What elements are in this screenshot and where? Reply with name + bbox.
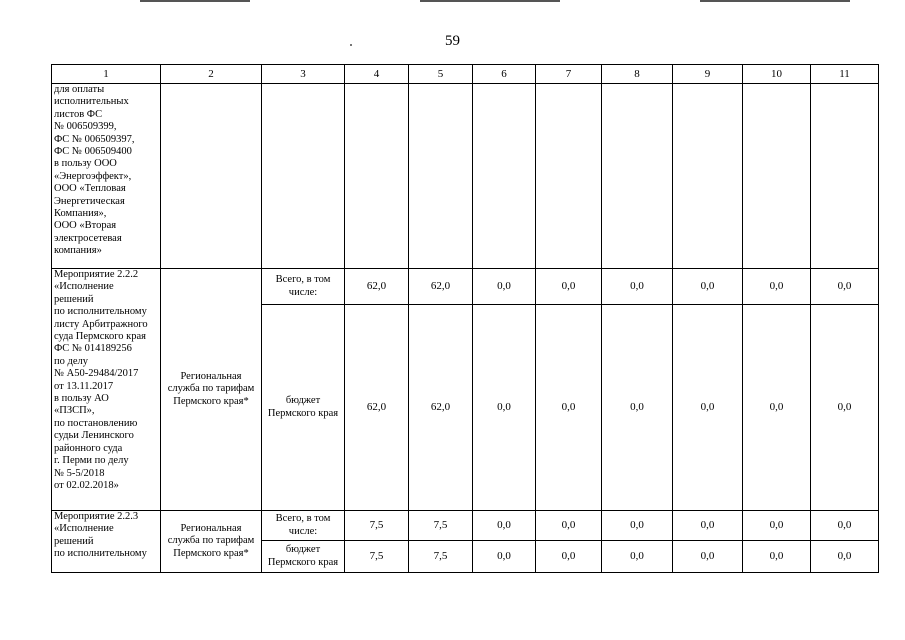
- description-line: для оплаты: [54, 84, 105, 95]
- measure-2-2-2-description: [52, 269, 161, 511]
- executor-cell: [161, 511, 262, 573]
- value-cell: 7,5: [345, 511, 409, 541]
- description-line: компания»: [54, 245, 102, 257]
- scan-top-edge: [140, 0, 250, 2]
- executor-line: Региональная: [180, 522, 242, 534]
- empty-cell: [409, 84, 473, 269]
- value-cell: 0,0: [673, 269, 743, 305]
- description-line: решений: [54, 293, 94, 305]
- description-line: «Исполнение: [54, 281, 114, 293]
- funding-source-cell: [262, 305, 345, 511]
- description-line: суда Пермского края: [54, 331, 146, 343]
- value-cell: 0,0: [602, 305, 673, 511]
- value-cell: 0,0: [536, 541, 602, 573]
- description-line: по делу: [54, 355, 88, 367]
- value-cell: 0,0: [536, 511, 602, 541]
- scan-speck: [350, 44, 352, 46]
- source-line: Всего, в том: [275, 512, 331, 524]
- column-number: 7: [536, 65, 602, 84]
- description-line: электросетевая: [54, 232, 122, 244]
- value-cell: 7,5: [345, 541, 409, 573]
- description-line: «Исполнение: [54, 523, 114, 535]
- column-number: 2: [161, 65, 262, 84]
- description-line: в пользу ООО: [54, 158, 117, 170]
- value-cell: 7,5: [409, 511, 473, 541]
- source-line: числе:: [288, 286, 318, 298]
- executor-line: Пермского края*: [173, 547, 249, 559]
- value-cell: 0,0: [811, 541, 879, 573]
- empty-cell: [673, 84, 743, 269]
- value-cell: 0,0: [602, 269, 673, 305]
- funding-source-cell: [262, 511, 345, 541]
- column-number: 8: [602, 65, 673, 84]
- empty-cell: [743, 84, 811, 269]
- column-number: 5: [409, 65, 473, 84]
- description-line: № А50-29484/2017: [54, 368, 139, 380]
- description-line: ФС № 014189256: [54, 343, 132, 355]
- description-line: Мероприятие 2.2.3: [54, 511, 139, 522]
- column-number-row: [52, 65, 879, 84]
- column-number: 9: [673, 65, 743, 84]
- description-line: от 02.02.2018»: [54, 479, 119, 491]
- measure-2-2-3-description: [52, 511, 161, 573]
- empty-cell: [536, 84, 602, 269]
- value-cell: 0,0: [743, 305, 811, 511]
- value-cell: 62,0: [409, 269, 473, 305]
- description-line: листу Арбитражного: [54, 318, 148, 330]
- source-line: Пермского края: [267, 556, 339, 568]
- value-cell: 0,0: [536, 269, 602, 305]
- value-cell: 0,0: [602, 541, 673, 573]
- description-line: Компания»,: [54, 208, 107, 220]
- description-line: по постановлению: [54, 417, 138, 429]
- description-line: по исполнительному: [54, 306, 147, 318]
- description-line: от 13.11.2017: [54, 380, 114, 392]
- executor-cell: [161, 269, 262, 511]
- value-cell: 0,0: [473, 511, 536, 541]
- value-cell: 0,0: [602, 511, 673, 541]
- executor-line: Региональная: [180, 370, 242, 382]
- value-cell: 0,0: [536, 305, 602, 511]
- column-number: 1: [52, 65, 161, 84]
- description-line: ФС № 006509397,: [54, 133, 135, 145]
- description-line: решений: [54, 535, 94, 547]
- empty-cell: [161, 84, 262, 269]
- description-line: по исполнительному: [54, 548, 147, 560]
- value-cell: 0,0: [743, 511, 811, 541]
- continuation-description: [52, 84, 161, 269]
- source-line: Пермского края: [267, 407, 339, 419]
- empty-cell: [262, 84, 345, 269]
- column-number: 10: [743, 65, 811, 84]
- source-line: бюджет: [285, 394, 321, 406]
- page-number: 59: [445, 33, 460, 49]
- value-cell: 0,0: [743, 269, 811, 305]
- executor-line: Пермского края*: [173, 395, 249, 407]
- value-cell: 0,0: [473, 541, 536, 573]
- description-line: районного суда: [54, 442, 123, 454]
- budget-table: [51, 64, 879, 573]
- measure-2-2-3-total-row: [52, 511, 879, 541]
- description-line: в пользу АО: [54, 393, 109, 405]
- value-cell: 0,0: [673, 305, 743, 511]
- empty-cell: [811, 84, 879, 269]
- funding-source-cell: [262, 269, 345, 305]
- scan-top-edge: [420, 0, 560, 2]
- description-line: Энергетическая: [54, 195, 125, 207]
- description-line: «Энергоэффект»,: [54, 170, 132, 182]
- empty-cell: [473, 84, 536, 269]
- description-line: исполнительных: [54, 96, 129, 108]
- empty-cell: [345, 84, 409, 269]
- value-cell: 0,0: [673, 541, 743, 573]
- description-line: судьи Ленинского: [54, 430, 134, 442]
- value-cell: 0,0: [811, 269, 879, 305]
- source-line: бюджет: [285, 543, 321, 555]
- description-line: г. Перми по делу: [54, 455, 129, 467]
- column-number: 11: [811, 65, 879, 84]
- value-cell: 0,0: [673, 511, 743, 541]
- value-cell: 0,0: [473, 269, 536, 305]
- value-cell: 0,0: [811, 305, 879, 511]
- value-cell: 62,0: [345, 305, 409, 511]
- measure-2-2-2-total-row: [52, 269, 879, 305]
- description-line: № 5-5/2018: [54, 467, 105, 479]
- value-cell: 0,0: [743, 541, 811, 573]
- description-line: ООО «Вторая: [54, 220, 117, 232]
- value-cell: 0,0: [811, 511, 879, 541]
- source-line: числе:: [288, 525, 318, 537]
- column-number: 6: [473, 65, 536, 84]
- description-line: ФС № 006509400: [54, 146, 132, 158]
- value-cell: 62,0: [409, 305, 473, 511]
- value-cell: 7,5: [409, 541, 473, 573]
- column-number: 4: [345, 65, 409, 84]
- source-line: Всего, в том: [275, 273, 331, 285]
- empty-cell: [602, 84, 673, 269]
- value-cell: 62,0: [345, 269, 409, 305]
- continuation-row: [52, 84, 879, 269]
- description-line: № 006509399,: [54, 121, 117, 133]
- funding-source-cell: [262, 541, 345, 573]
- description-line: листов ФС: [54, 108, 103, 120]
- description-line: Мероприятие 2.2.2: [54, 269, 139, 280]
- scan-top-edge: [700, 0, 850, 2]
- value-cell: 0,0: [473, 305, 536, 511]
- description-line: ООО «Тепловая: [54, 183, 126, 195]
- executor-line: служба по тарифам: [167, 383, 255, 395]
- executor-line: служба по тарифам: [167, 535, 255, 547]
- column-number: 3: [262, 65, 345, 84]
- description-line: «ПЗСП»,: [54, 405, 95, 417]
